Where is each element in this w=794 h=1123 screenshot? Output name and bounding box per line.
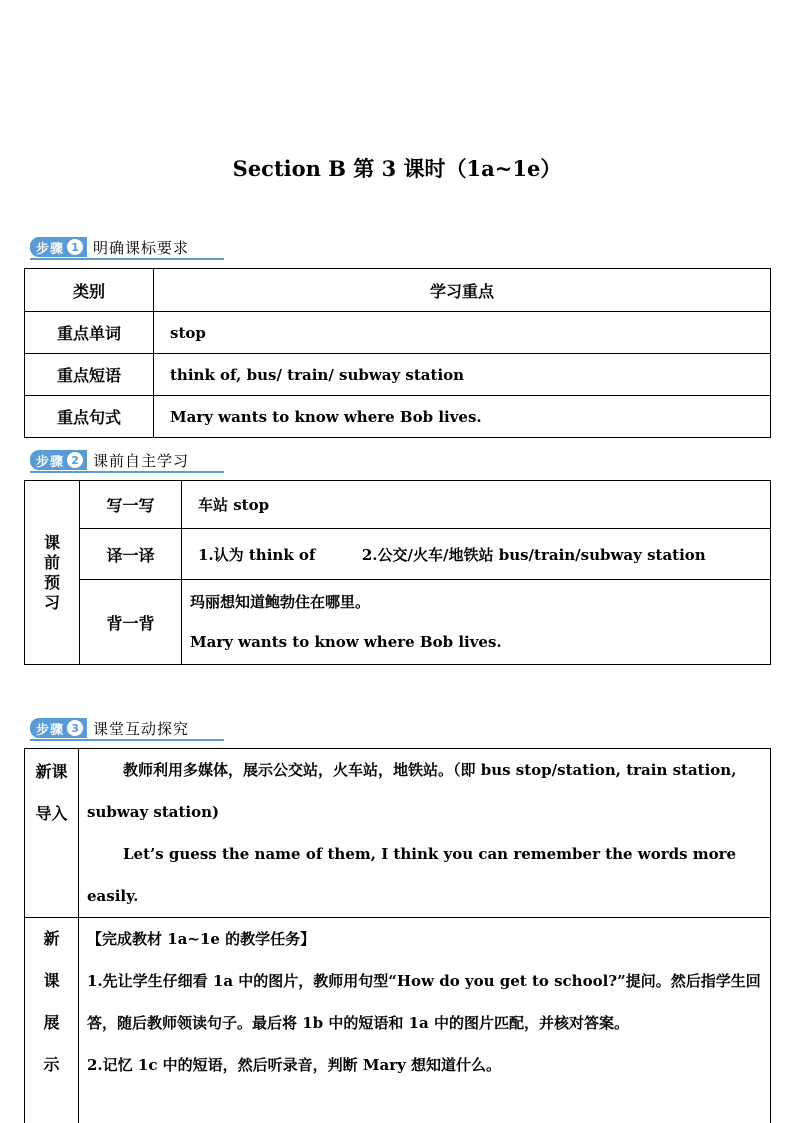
side-label xyxy=(25,481,80,665)
table-row xyxy=(25,354,771,396)
side-label-char: 前 xyxy=(43,552,60,572)
side-label-char: 习 xyxy=(43,592,60,612)
table-row xyxy=(25,312,771,354)
recite-chinese: 玛丽想知道鲍勃住在哪里。 xyxy=(190,593,371,611)
pre-class-study-table xyxy=(24,480,771,665)
side-label-char: 预 xyxy=(43,572,60,592)
intro-text-2: Let’s guess the name of them, I think you can remember the words more easily. xyxy=(87,845,737,905)
row-label-line: 导入 xyxy=(35,804,68,823)
row-label xyxy=(25,918,79,1123)
row-label-line: 展 xyxy=(43,1013,60,1032)
task-item-1: 1.先让学生仔细看 1a 中的图片，教师用句型“How do you get to school?”提问。然后指学生回答，随后教师领读句子。最后将 1b 中的短语和 1a 中的图片匹配，并核对答案。 xyxy=(87,972,761,1032)
row-value: stop xyxy=(154,312,771,354)
row-content xyxy=(79,749,771,918)
row-value xyxy=(182,580,771,665)
table-row xyxy=(25,529,771,580)
table-row xyxy=(25,481,771,529)
table-header-row xyxy=(25,269,771,312)
translate-item-2: 2.公交/火车/地铁站 bus/train/subway station xyxy=(361,545,706,564)
step-2-header xyxy=(30,449,189,471)
curriculum-requirements-table xyxy=(24,268,771,438)
recite-english: Mary wants to know where Bob lives. xyxy=(190,633,502,651)
table-row xyxy=(25,580,771,665)
step-number: 3 xyxy=(67,720,83,736)
table-row xyxy=(25,918,771,1123)
side-label-char: 课 xyxy=(43,532,60,552)
step-number: 2 xyxy=(67,452,83,468)
row-label: 译一译 xyxy=(80,529,182,580)
header-category: 类别 xyxy=(25,269,154,312)
step-badge-label: 步骤 xyxy=(36,241,65,257)
row-label: 重点单词 xyxy=(25,312,154,354)
row-value: 车站 stop xyxy=(182,481,771,529)
step-title: 明确课标要求 xyxy=(93,238,190,257)
step-underline xyxy=(30,258,224,260)
step-title: 课前自主学习 xyxy=(93,451,190,470)
row-label: 背一背 xyxy=(80,580,182,665)
intro-text: 教师利用多媒体，展示公交站，火车站，地铁站。（即 bus stop/station, train station, subway station) xyxy=(87,761,737,821)
table-row xyxy=(25,749,771,918)
row-label: 写一写 xyxy=(80,481,182,529)
row-value: think of, bus/ train/ subway station xyxy=(154,354,771,396)
step-title: 课堂互动探究 xyxy=(93,719,190,738)
row-label-line: 示 xyxy=(43,1055,60,1074)
header-focus: 学习重点 xyxy=(154,269,771,312)
translate-item-1: 1.认为 think of xyxy=(198,545,316,564)
task-heading: 【完成教材 1a~1e 的教学任务】 xyxy=(87,930,316,948)
row-label: 重点句式 xyxy=(25,396,154,438)
step-1-header xyxy=(30,236,189,258)
step-badge xyxy=(30,450,87,470)
row-content xyxy=(79,918,771,1123)
row-value: Mary wants to know where Bob lives. xyxy=(154,396,771,438)
row-label-line: 课 xyxy=(43,971,60,990)
task-item-2: 2.记忆 1c 中的短语，然后听录音，判断 Mary 想知道什么。 xyxy=(87,1056,502,1074)
table-row xyxy=(25,396,771,438)
page-title: Section B 第 3 课时（1a~1e） xyxy=(232,156,562,181)
step-underline xyxy=(30,739,224,741)
row-label: 重点短语 xyxy=(25,354,154,396)
row-label-line: 新课 xyxy=(35,762,68,781)
step-3-header xyxy=(30,717,189,739)
step-badge xyxy=(30,237,87,257)
classroom-interaction-table xyxy=(24,748,771,1123)
step-underline xyxy=(30,471,224,473)
step-badge-label: 步骤 xyxy=(36,722,65,738)
row-label-line: 新 xyxy=(43,929,60,948)
row-value xyxy=(182,529,771,580)
row-label xyxy=(25,749,79,918)
step-badge xyxy=(30,718,87,738)
step-number: 1 xyxy=(67,239,83,255)
step-badge-label: 步骤 xyxy=(36,454,65,470)
